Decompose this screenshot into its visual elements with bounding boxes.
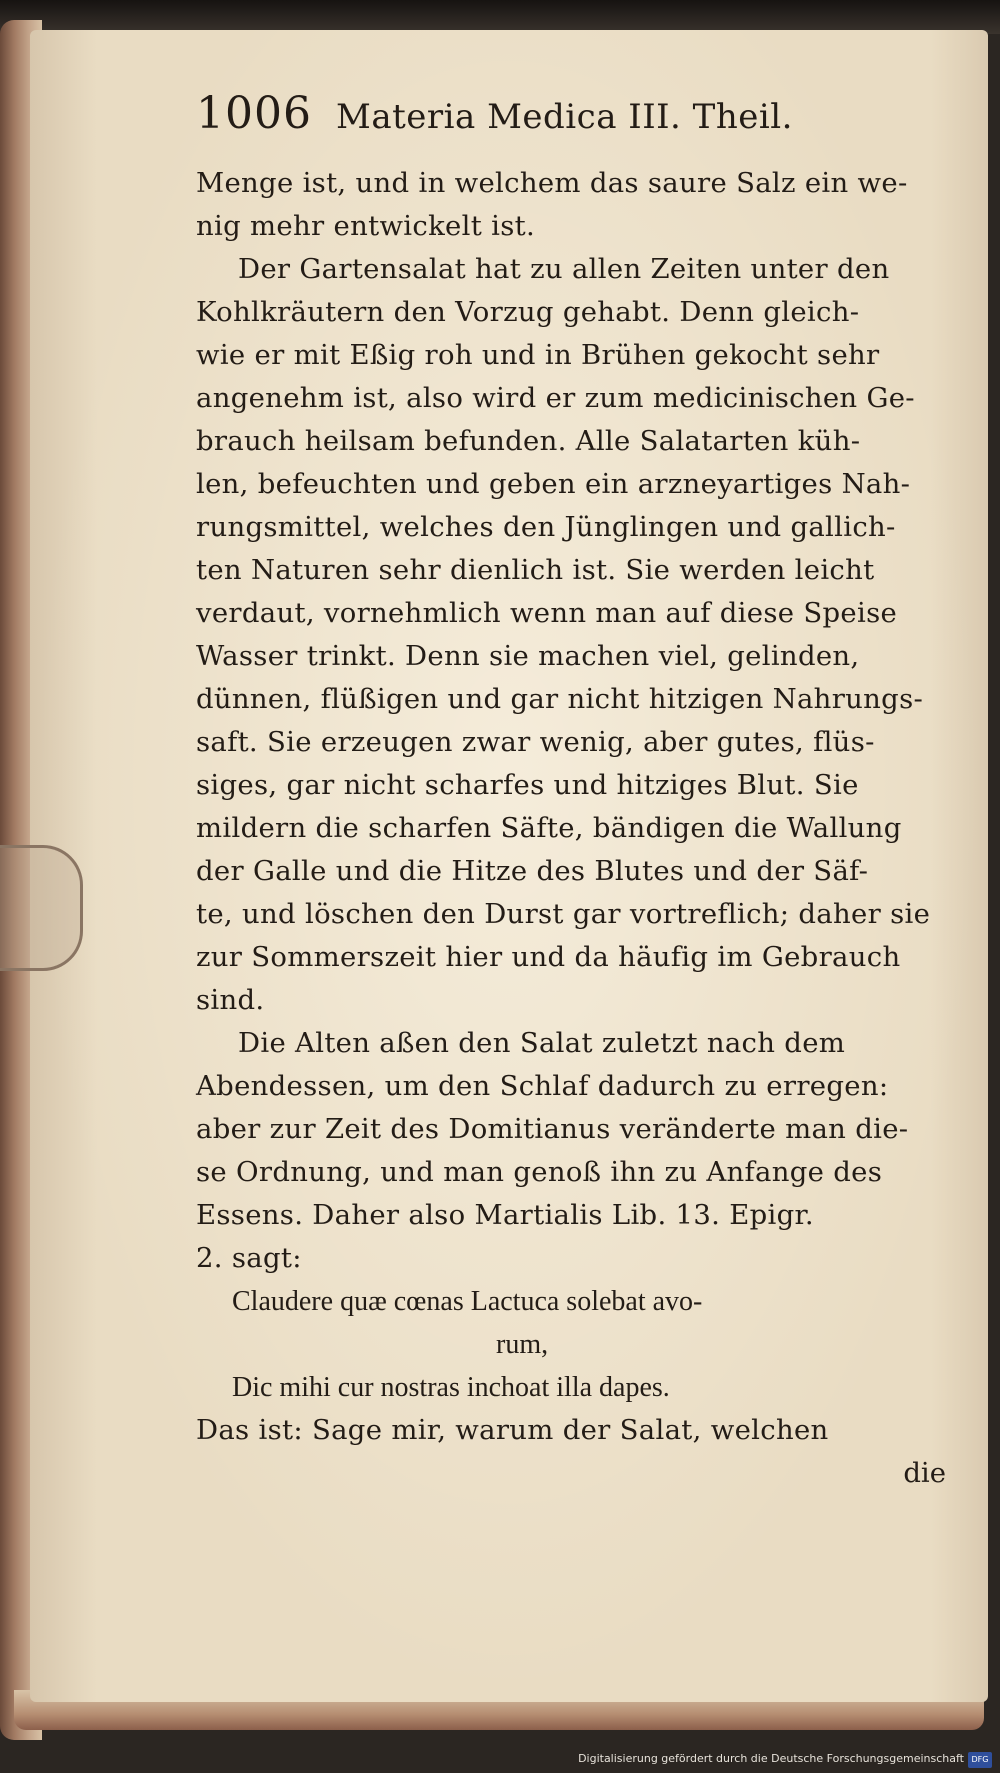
text-line: mildern die scharfen Säfte, bändigen die Wallung <box>196 812 902 844</box>
text-line: angenehm ist, also wird er zum medicinischen Ge- <box>196 382 915 414</box>
text-line: der Galle und die Hitze des Blutes und der Säf- <box>196 855 869 887</box>
bookmark-clip <box>0 845 83 971</box>
text-line: Das ist: Sage mir, warum der Salat, welchen <box>196 1414 829 1446</box>
verse-line: rum, <box>496 1329 549 1360</box>
paragraph-start-line: Der Gartensalat hat zu allen Zeiten unter den <box>238 253 890 285</box>
text-line: brauch heilsam befunden. Alle Salatarten küh- <box>196 425 861 457</box>
text-line: Wasser trinkt. Denn sie machen viel, gelinden, <box>196 640 860 672</box>
text-line: Menge ist, und in welchem das saure Salz ein we- <box>196 167 908 199</box>
text-line: len, befeuchten und geben ein arzneyartiges Nah- <box>196 468 911 500</box>
catchword: die <box>903 1457 946 1489</box>
text-line: dünnen, flüßigen und gar nicht hitzigen Nahrungs- <box>196 683 924 715</box>
text-line: Abendessen, um den Schlaf dadurch zu erregen: <box>196 1070 889 1102</box>
text-line: siges, gar nicht scharfes und hitziges Blut. Sie <box>196 769 859 801</box>
text-line: nig mehr entwickelt ist. <box>196 210 535 242</box>
top-shadow <box>0 0 1000 34</box>
text-line: 2. sagt: <box>196 1242 302 1274</box>
text-line: ten Naturen sehr dienlich ist. Sie werden leicht <box>196 554 875 586</box>
text-line: aber zur Zeit des Domitianus veränderte man die- <box>196 1113 909 1145</box>
verse-line: Claudere quæ cœnas Lactuca solebat avo- <box>232 1286 703 1317</box>
running-title: Materia Medica III. Theil. <box>336 97 793 137</box>
text-line: Kohlkräutern den Vorzug gehabt. Denn gleich- <box>196 296 860 328</box>
page-text <box>196 88 952 1495</box>
text-line: saft. Sie erzeugen zwar wenig, aber gutes, flüs- <box>196 726 875 758</box>
dfg-logo: DFG <box>968 1752 992 1768</box>
verse-line: Dic mihi cur nostras inchoat illa dapes. <box>232 1372 670 1403</box>
text-line: sind. <box>196 984 265 1016</box>
text-line: zur Sommerszeit hier und da häufig im Gebrauch <box>196 941 901 973</box>
text-line: se Ordnung, und man genoß ihn zu Anfange des <box>196 1156 883 1188</box>
text-line: te, und löschen den Durst gar vortreflich; daher sie <box>196 898 931 930</box>
text-line: wie er mit Eßig roh und in Brühen gekocht sehr <box>196 339 880 371</box>
page-number: 1006 <box>196 88 312 139</box>
digitization-credit: Digitalisierung gefördert durch die Deutsche Forschungsgemeinschaft <box>578 1752 964 1765</box>
paragraph-start-line: Die Alten aßen den Salat zuletzt nach dem <box>238 1027 846 1059</box>
text-line: Essens. Daher also Martialis Lib. 13. Epigr. <box>196 1199 814 1231</box>
text-line: verdaut, vornehmlich wenn man auf diese Speise <box>196 597 898 629</box>
text-line: rungsmittel, welches den Jünglingen und gallich- <box>196 511 896 543</box>
running-head <box>196 88 952 148</box>
